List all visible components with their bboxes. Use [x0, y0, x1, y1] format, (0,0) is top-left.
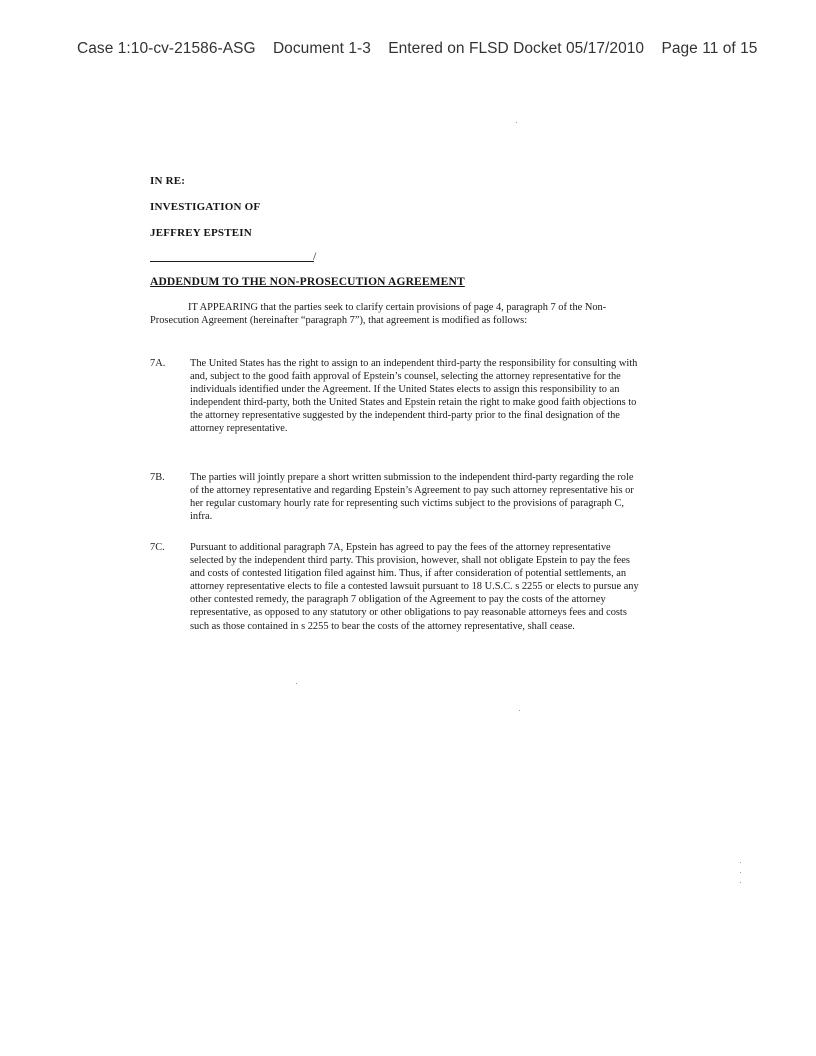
- paragraph-7a: [150, 357, 640, 436]
- docket-page-number: Page 11 of 15: [661, 40, 758, 57]
- caption-in-re: IN RE:: [150, 175, 186, 187]
- document-title: ADDENDUM TO THE NON-PROSECUTION AGREEMENT: [150, 276, 465, 288]
- scan-speck: [519, 710, 520, 711]
- caption-subject-name: JEFFREY EPSTEIN: [150, 227, 252, 239]
- caption-investigation-of: INVESTIGATION OF: [150, 201, 261, 213]
- scan-speck: [296, 683, 297, 684]
- docket-case-number: Case 1:10-cv-21586-ASG: [77, 40, 256, 57]
- paragraph-7c: [150, 541, 640, 633]
- paragraph-number: 7A.: [150, 358, 166, 369]
- docket-document-number: Document 1-3: [272, 40, 371, 57]
- docket-entered-date: Entered on FLSD Docket 05/17/2010: [388, 40, 645, 57]
- caption-rule: [150, 261, 314, 262]
- caption-slash: /: [313, 249, 317, 263]
- paragraph-number: 7B.: [150, 472, 165, 483]
- scan-speck: [516, 122, 517, 123]
- intro-paragraph: IT APPEARING that the parties seek to clarify certain provisions of page 4, paragraph 7 of the Non-Prosecution Agreement (hereinafter “paragraph 7”), that agreement is modified as follows:: [150, 302, 607, 327]
- paragraph-7b: [150, 471, 640, 523]
- scan-speck: [740, 872, 741, 873]
- scan-speck: [740, 882, 741, 883]
- docket-header: [77, 40, 757, 58]
- paragraph-text: The United States has the right to assign to an independent third-party the responsibility for consulting with and, subject to the good faith approval of Epstein’s counsel, selecting the attorney representative for the individuals identified under the Agreement. If the United States elects to assign this responsibility to an independent third-party, both the United States and Epstein retain the right to make good faith objections to the attorney representative suggested by the independent third-party prior to the final designation of the attorney representative.: [190, 358, 638, 435]
- paragraph-text: The parties will jointly prepare a short written submission to the independent third-party regarding the role of the attorney representative and regarding Epstein’s Agreement to pay such attorney representative his or her regular customary hourly rate for representing such victims subject to the provisions of paragraph C, infra.: [190, 472, 634, 523]
- paragraph-number: 7C.: [150, 542, 165, 553]
- scan-speck: [740, 862, 741, 863]
- paragraph-text: Pursuant to additional paragraph 7A, Epstein has agreed to pay the fees of the attorney representative selected by the independent third party. This provision, however, shall not obligate Epstein to pay the fees and costs of contested litigation filed against him. Thus, if after consideration of potential settlements, an attorney representative elects to file a contested lawsuit pursuant to 18 U.S.C. s 2255 or elects to pursue any other contested remedy, the paragraph 7 obligation of the Agreement to pay the costs of the attorney representative, as opposed to any statutory or other obligations to pay reasonable attorneys fees and costs such as those contained in s 2255 to bear the costs of the attorney representative, shall cease.: [190, 542, 639, 632]
